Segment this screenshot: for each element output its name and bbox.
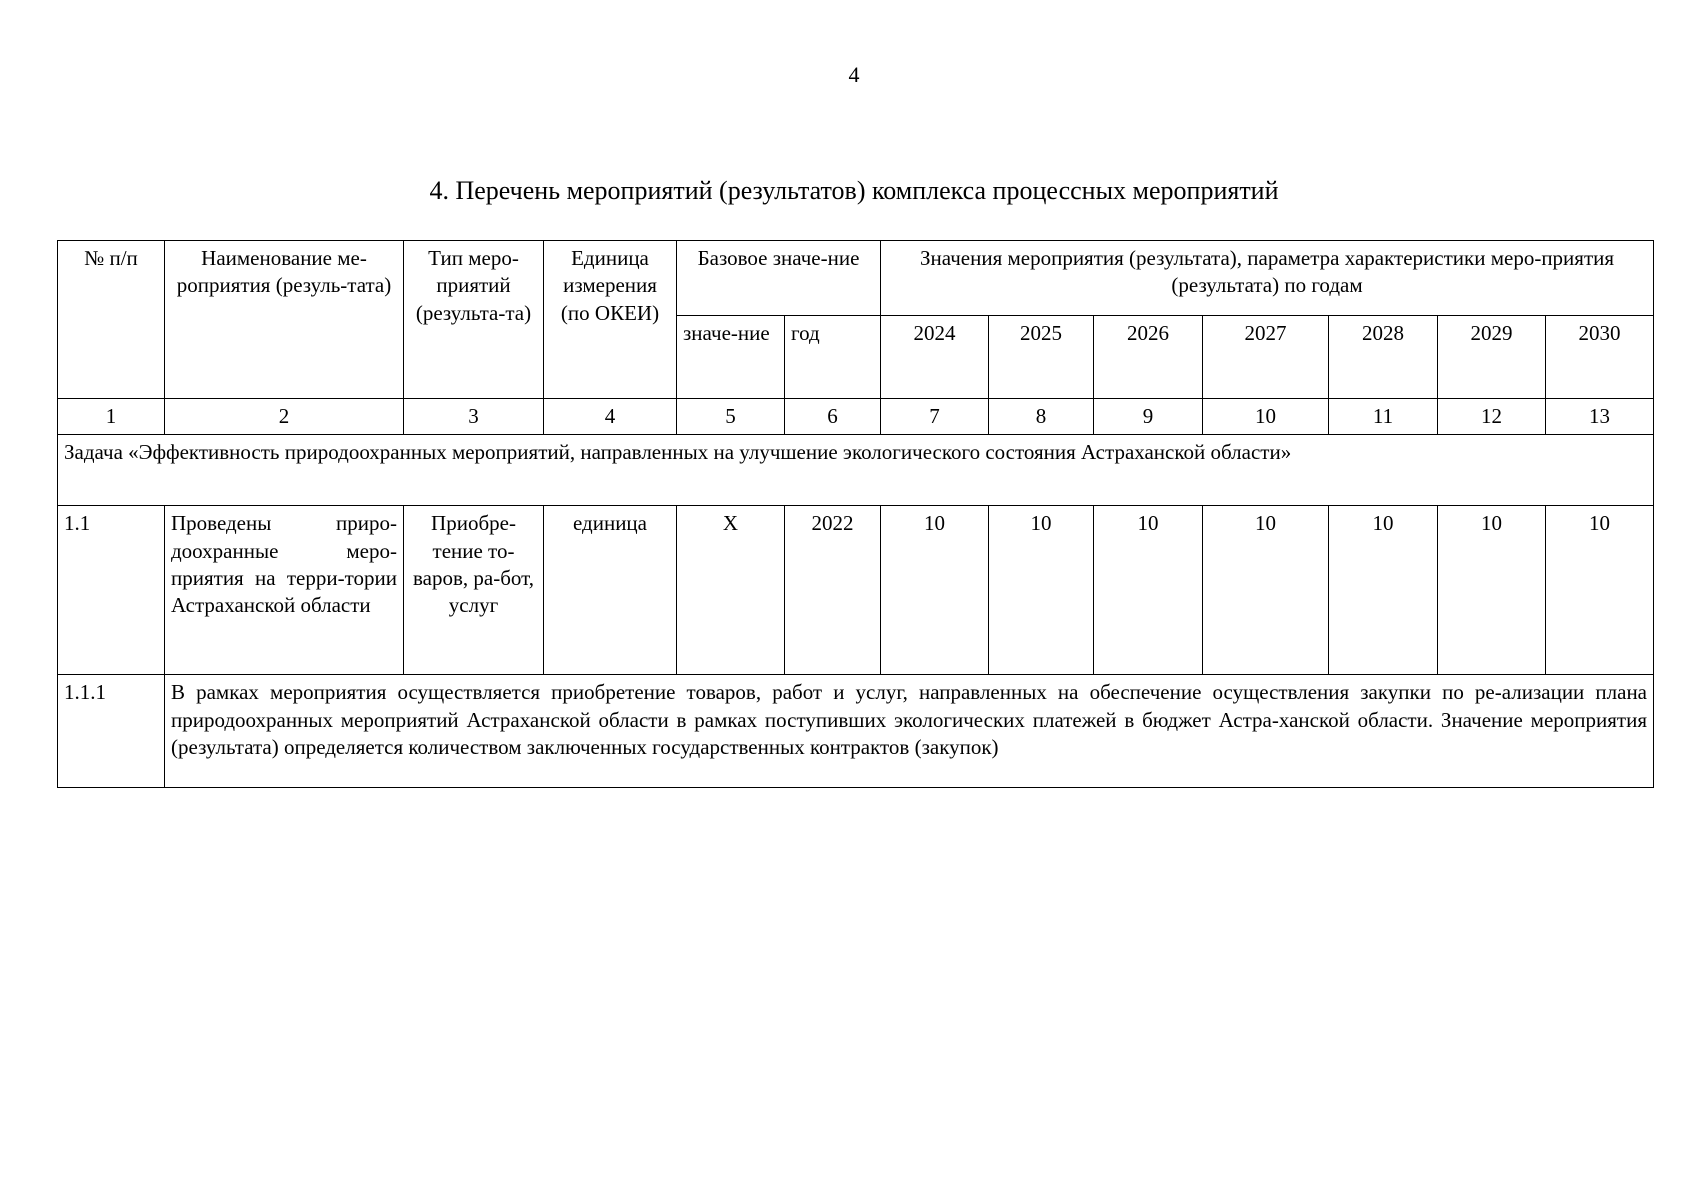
column-number: 12 bbox=[1438, 399, 1546, 435]
column-number: 7 bbox=[881, 399, 989, 435]
task-title: Задача «Эффективность природоохранных мероприятий, направленных на улучшение экологического состояния Астраханской области» bbox=[58, 435, 1654, 506]
column-number: 11 bbox=[1329, 399, 1438, 435]
row-year-value: 10 bbox=[1546, 506, 1654, 675]
table-row bbox=[58, 506, 1654, 675]
header-year: 2028 bbox=[1329, 316, 1438, 399]
header-name: Наименование ме-роприятия (резуль-тата) bbox=[165, 241, 404, 399]
column-number: 1 bbox=[58, 399, 165, 435]
column-number: 13 bbox=[1546, 399, 1654, 435]
header-base: Базовое значе-ние bbox=[677, 241, 881, 316]
column-number: 3 bbox=[404, 399, 544, 435]
column-number: 10 bbox=[1203, 399, 1329, 435]
header-year: 2029 bbox=[1438, 316, 1546, 399]
header-values-by-year: Значения мероприятия (результата), параметра характеристики меро-приятия (результата) по годам bbox=[881, 241, 1654, 316]
row-year-value: 10 bbox=[1329, 506, 1438, 675]
row-year-value: 10 bbox=[881, 506, 989, 675]
header-year: 2030 bbox=[1546, 316, 1654, 399]
header-year: 2027 bbox=[1203, 316, 1329, 399]
row-base-value: Х bbox=[677, 506, 785, 675]
row-type: Приобре-тение то-варов, ра-бот, услуг bbox=[404, 506, 544, 675]
header-year: 2026 bbox=[1094, 316, 1203, 399]
row-year-value: 10 bbox=[1438, 506, 1546, 675]
page-number: 4 bbox=[848, 62, 860, 87]
header-base-year: год bbox=[785, 316, 881, 399]
header-year: 2025 bbox=[989, 316, 1094, 399]
header-base-value: значе-ние bbox=[677, 316, 785, 399]
document-title: 4. Перечень мероприятий (результатов) комплекса процессных мероприятий bbox=[429, 176, 1279, 205]
column-number: 2 bbox=[165, 399, 404, 435]
description-text: В рамках мероприятия осуществляется приобретение товаров, работ и услуг, направленных на обеспечение осуществления закупки по ре-ализации плана природоохранных мероприятий Астраханской области в рамках поступивших экологических платежей в бюджет Астра-ханской области. Значение мероприятия (результата) определяется количеством заключенных государственных контрактов (закупок) bbox=[165, 675, 1654, 788]
row-unit: единица bbox=[544, 506, 677, 675]
column-numbers-row bbox=[58, 399, 1654, 435]
header-type: Тип меро-приятий (результа-та) bbox=[404, 241, 544, 399]
header-unit: Единица измерения (по ОКЕИ) bbox=[544, 241, 677, 399]
row-name: Проведены приро-доохранные меро-приятия на терри-тории Астраханской области bbox=[165, 506, 404, 675]
column-number: 9 bbox=[1094, 399, 1203, 435]
row-base-year: 2022 bbox=[785, 506, 881, 675]
header-num: № п/п bbox=[58, 241, 165, 399]
row-num: 1.1 bbox=[58, 506, 165, 675]
column-number: 5 bbox=[677, 399, 785, 435]
row-year-value: 10 bbox=[1094, 506, 1203, 675]
row-year-value: 10 bbox=[1203, 506, 1329, 675]
events-table bbox=[57, 240, 1654, 788]
column-number: 6 bbox=[785, 399, 881, 435]
column-number: 8 bbox=[989, 399, 1094, 435]
description-row bbox=[58, 675, 1654, 788]
header-row-1 bbox=[58, 241, 1654, 316]
task-row bbox=[58, 435, 1654, 506]
header-year: 2024 bbox=[881, 316, 989, 399]
row-year-value: 10 bbox=[989, 506, 1094, 675]
column-number: 4 bbox=[544, 399, 677, 435]
description-num: 1.1.1 bbox=[58, 675, 165, 788]
